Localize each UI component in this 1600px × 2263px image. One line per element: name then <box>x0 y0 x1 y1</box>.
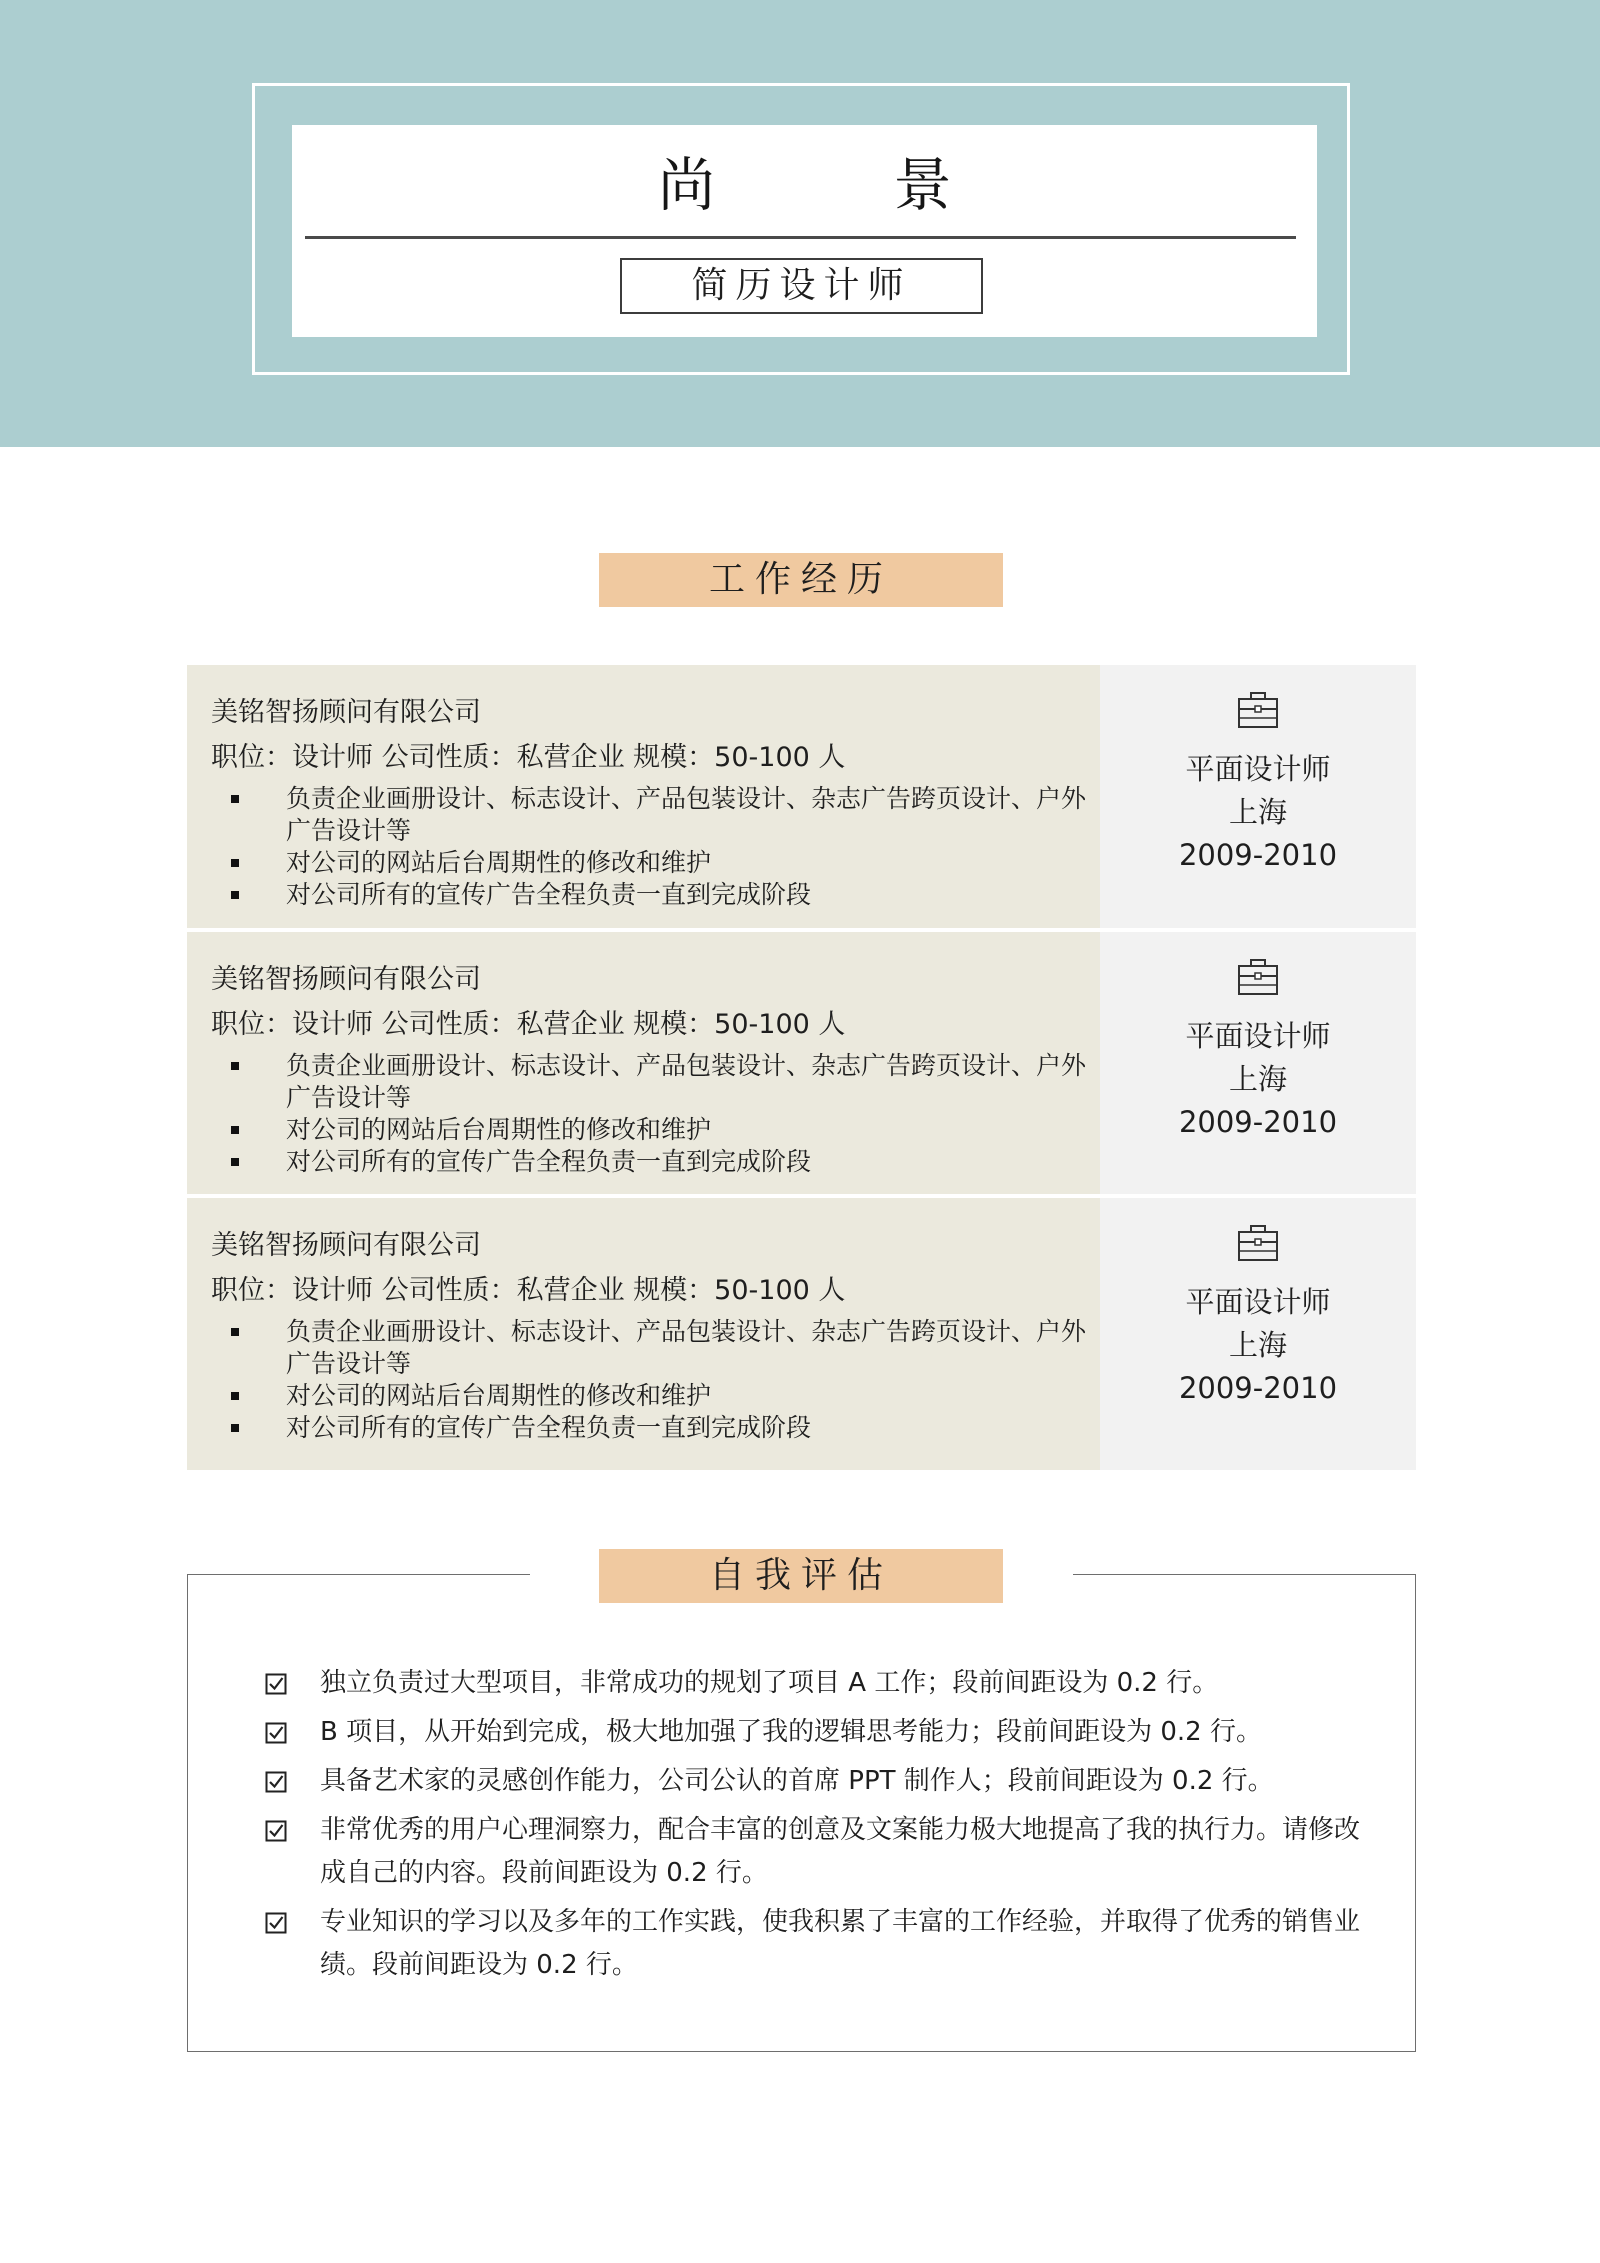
header-card <box>292 125 1317 337</box>
bullet-icon <box>231 1158 239 1166</box>
work-city: 上海 <box>1228 795 1287 829</box>
position-info: 职位：设计师 公司性质：私营企业 规模：50-100 人 <box>211 1275 846 1306</box>
assessment-text: 专业知识的学习以及多年的工作实践，使我积累了丰富的工作经验，并取得了优秀的销售业绩。段前间距设为 0.2 行。 <box>320 1907 1361 1980</box>
duty-text: 负责企业画册设计、标志设计、产品包装设计、杂志广告跨页设计、户外广告设计等 <box>286 1051 1087 1112</box>
list-item <box>265 1760 1375 1803</box>
duty-text: 负责企业画册设计、标志设计、产品包装设计、杂志广告跨页设计、户外广告设计等 <box>286 784 1087 845</box>
list-item <box>187 1114 1100 1146</box>
list-item <box>265 1901 1375 1987</box>
bullet-icon <box>231 1126 239 1134</box>
list-item <box>265 1711 1375 1754</box>
bullet-icon <box>231 1328 239 1336</box>
list-item <box>187 879 1100 911</box>
bullet-icon <box>231 891 239 899</box>
briefcase-icon <box>1237 958 1279 996</box>
experience-entry <box>187 932 1416 1194</box>
checkbox-checked-icon <box>265 1771 287 1793</box>
role-title: 平面设计师 <box>1185 1285 1331 1319</box>
checkbox-checked-icon <box>265 1912 287 1934</box>
duty-list <box>187 1050 1100 1178</box>
checkbox-checked-icon <box>265 1673 287 1695</box>
experience-entry <box>187 665 1416 928</box>
candidate-name: 尚 景 <box>657 151 1012 219</box>
experience-details <box>187 932 1100 1194</box>
work-experience-heading: 工作经历 <box>599 553 1003 607</box>
assessment-text: B 项目，从开始到完成，极大地加强了我的逻辑思考能力；段前间距设为 0.2 行。 <box>320 1717 1262 1747</box>
experience-details <box>187 665 1100 928</box>
experience-details <box>187 1198 1100 1470</box>
list-item <box>187 1050 1100 1114</box>
work-city: 上海 <box>1228 1328 1287 1362</box>
list-item <box>187 1316 1100 1380</box>
duty-list <box>187 783 1100 911</box>
name-divider <box>305 236 1296 239</box>
bullet-icon <box>231 795 239 803</box>
duty-list <box>187 1316 1100 1444</box>
role-title: 平面设计师 <box>1185 1019 1331 1053</box>
bullet-icon <box>231 1392 239 1400</box>
job-title-box: 简历设计师 <box>620 258 983 314</box>
checkbox-checked-icon <box>265 1820 287 1842</box>
work-years: 2009-2010 <box>1178 838 1338 872</box>
assessment-text: 非常优秀的用户心理洞察力，配合丰富的创意及文案能力极大地提高了我的执行力。请修改成自己的内容。段前间距设为 0.2 行。 <box>320 1815 1361 1888</box>
company-name: 美铭智扬顾问有限公司 <box>211 1230 481 1261</box>
duty-text: 对公司的网站后台周期性的修改和维护 <box>286 1115 712 1144</box>
list-item <box>187 1380 1100 1412</box>
list-item <box>187 847 1100 879</box>
briefcase-icon <box>1237 691 1279 729</box>
position-info: 职位：设计师 公司性质：私营企业 规模：50-100 人 <box>211 742 846 773</box>
duty-text: 对公司所有的宣传广告全程负责一直到完成阶段 <box>286 1147 812 1176</box>
experience-summary <box>1100 932 1416 1194</box>
bullet-icon <box>231 859 239 867</box>
duty-text: 对公司所有的宣传广告全程负责一直到完成阶段 <box>286 880 812 909</box>
assessment-text: 具备艺术家的灵感创作能力，公司公认的首席 PPT 制作人；段前间距设为 0.2 行。 <box>320 1766 1274 1796</box>
self-assessment-list <box>265 1662 1375 1993</box>
self-assessment-heading: 自我评估 <box>599 1549 1003 1603</box>
experience-entry <box>187 1198 1416 1470</box>
bullet-icon <box>231 1062 239 1070</box>
list-item <box>265 1662 1375 1705</box>
experience-summary <box>1100 665 1416 928</box>
company-name: 美铭智扬顾问有限公司 <box>211 964 481 995</box>
experience-summary <box>1100 1198 1416 1470</box>
work-years: 2009-2010 <box>1178 1105 1338 1139</box>
duty-text: 负责企业画册设计、标志设计、产品包装设计、杂志广告跨页设计、户外广告设计等 <box>286 1317 1087 1378</box>
briefcase-icon <box>1237 1224 1279 1262</box>
checkbox-checked-icon <box>265 1722 287 1744</box>
role-title: 平面设计师 <box>1185 752 1331 786</box>
list-item <box>265 1809 1375 1895</box>
duty-text: 对公司的网站后台周期性的修改和维护 <box>286 848 712 877</box>
company-name: 美铭智扬顾问有限公司 <box>211 697 481 728</box>
work-city: 上海 <box>1228 1062 1287 1096</box>
assessment-text: 独立负责过大型项目，非常成功的规划了项目 A 工作；段前间距设为 0.2 行。 <box>320 1668 1219 1698</box>
duty-text: 对公司的网站后台周期性的修改和维护 <box>286 1381 712 1410</box>
position-info: 职位：设计师 公司性质：私营企业 规模：50-100 人 <box>211 1009 846 1040</box>
list-item <box>187 1412 1100 1444</box>
duty-text: 对公司所有的宣传广告全程负责一直到完成阶段 <box>286 1413 812 1442</box>
bullet-icon <box>231 1424 239 1432</box>
list-item <box>187 783 1100 847</box>
work-years: 2009-2010 <box>1178 1371 1338 1405</box>
list-item <box>187 1146 1100 1178</box>
